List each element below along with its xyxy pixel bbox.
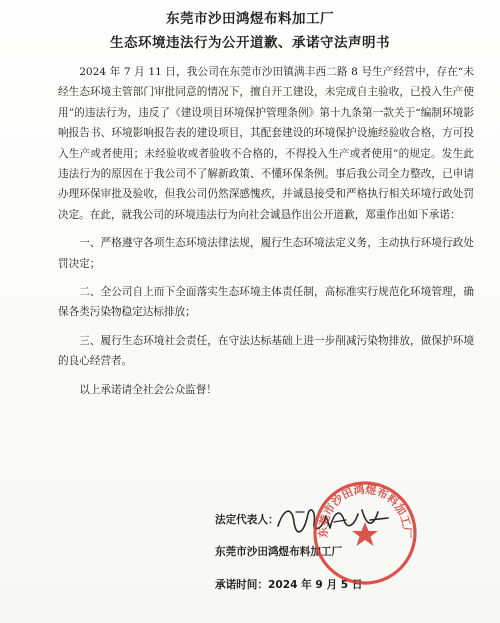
company-title: 东莞市沙田鸿煜布料加工厂 bbox=[166, 11, 334, 27]
legal-representative-label: 法定代表人： bbox=[215, 514, 279, 526]
paragraph-pledge-3: 三、履行生态环境社会责任，在守法达标基础上进一步削减污染物排放，做保护环境的良心经营者。 bbox=[58, 334, 474, 368]
paragraph-violation: 2024 年 7 月 11 日，我公司在东莞市沙田镇满丰西二路 8 号生产经营中，存在“未经生态环境主管部门审批同意的情况下，擅自开工建设，未完成自主验收，已投入生产使用”的违法行为，违反了《建设项目环境保护管理条例》第十九条第一款关于“编制环境影响报告书、环境影响报告表的建设项目，其配套建设的环境保护设施经验收合格，方可投入生产或者使用；未经验收或者验收不合格的，不得投入生产或者使用”的规定。发生此违法行为的原因在于我公司不了解新政策、不懂环保条例。事后我公司全力整改，已申请办理环保审批及验收，但我公司仍然深感愧疚，并诚恳接受和严格执行相关环境行政处罚决定。在此，就我公司的环境违法行为向社会诚恳作出公开道歉，郑重作出如下承诺： bbox=[58, 66, 474, 221]
paragraph-pledge-1: 一、严格遵守各项生态环境法律法规，履行生态环境法定义务，主动执行环境行政处罚决定； bbox=[58, 237, 474, 270]
svg-text:东莞市沙田鸿煜布料加工厂: 东莞市沙田鸿煜布料加工厂 bbox=[316, 483, 414, 539]
paragraph-pledge-2: 二、全公司自上而下全面落实生态环境主体责任制，高标准实行规范化环境管理，确保各类污染物稳定达标排放； bbox=[58, 286, 474, 319]
seal-star-icon bbox=[352, 522, 378, 546]
commitment-date: 承诺时间：2024 年 9 月 5 日 bbox=[215, 579, 363, 591]
company-seal bbox=[310, 478, 420, 588]
statement-title: 生态环境违法行为公开道歉、承诺守法声明书 bbox=[110, 35, 390, 51]
signoff-company: 东莞市沙田鸿煜布料加工厂 bbox=[215, 546, 343, 558]
statement-body bbox=[58, 62, 474, 400]
paragraph-supervision: 以上承诺请全社会公众监督！ bbox=[79, 383, 217, 396]
